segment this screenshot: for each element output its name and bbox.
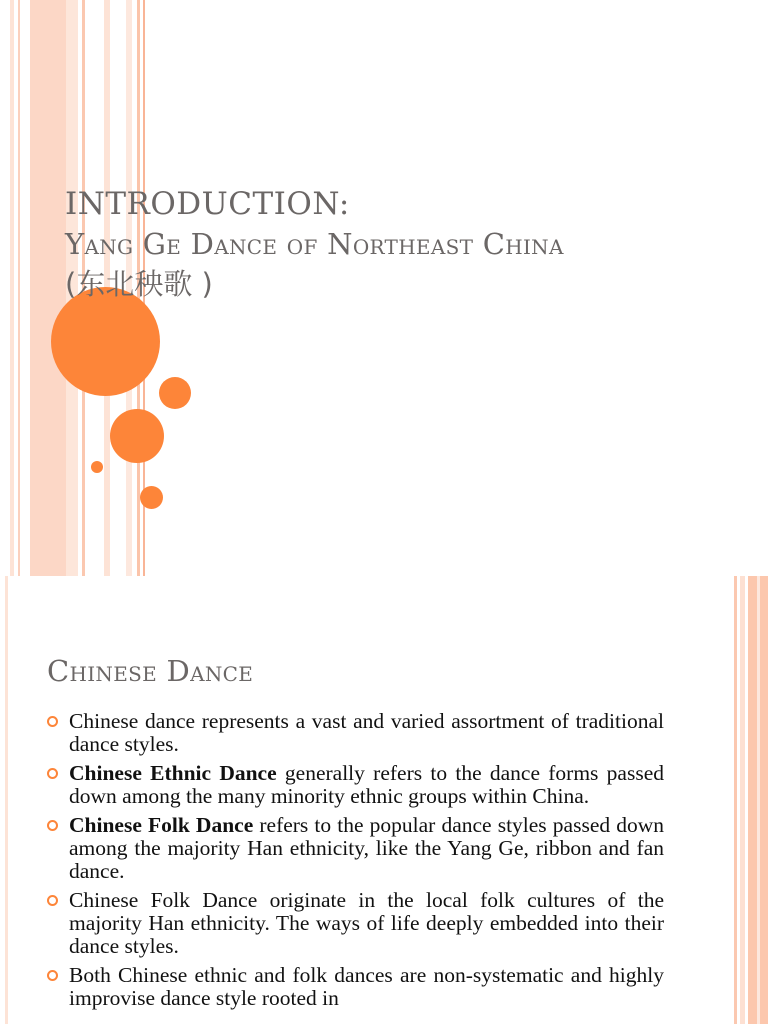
bullet-term: Chinese Ethnic Dance [69,761,277,785]
decor-stripe [18,0,20,576]
title-line-1: INTRODUCTION: [65,186,350,222]
decor-circle [159,377,191,409]
decor-stripe [757,576,760,1024]
slide-chinese-dance [0,576,768,1024]
bullet-ring-icon [47,820,58,831]
bullet-text: Chinese dance represents a vast and varied assortment of traditional dance styles. [69,709,664,756]
bullet-text: Chinese Folk Dance originate in the local folk cultures of the majority Han ethnicity. The ways of life deeply embedded into their dance styles. [69,888,664,958]
decor-circle [110,409,164,463]
bullet-text: Both Chinese ethnic and folk dances are non-systematic and highly improvise dance style rooted in [69,963,664,1010]
list-item [47,762,664,808]
decor-circle [91,461,103,473]
slide-heading: Chinese Dance [47,654,254,688]
bullet-ring-icon [47,970,58,981]
list-item [47,889,664,958]
bullet-term: Chinese Folk Dance [69,813,254,837]
bullet-text: generally refers to the dance forms passed down among the many minority ethnic groups within China. [69,761,665,808]
bullet-ring-icon [47,716,58,727]
decor-stripe [734,576,737,1024]
decor-stripe [740,576,745,1024]
list-item [47,964,664,1010]
list-item [47,710,664,756]
bullet-ring-icon [47,768,58,779]
decor-circle [140,486,163,509]
bullet-list [47,710,664,1016]
decor-stripe [5,576,8,1024]
decor-stripe [10,0,14,576]
list-item [47,814,664,883]
title-line-2: Yang Ge Dance of Northeast China [65,227,564,261]
bullet-text: refers to the popular dance styles passed down among the majority Han ethnicity, like the Yang Ge, ribbon and fan dance. [69,813,665,883]
bullet-ring-icon [47,895,58,906]
decor-stripe [30,0,66,576]
title-line-3: (东北秧歌 ) [65,267,213,301]
slide-title-heading [65,184,745,304]
